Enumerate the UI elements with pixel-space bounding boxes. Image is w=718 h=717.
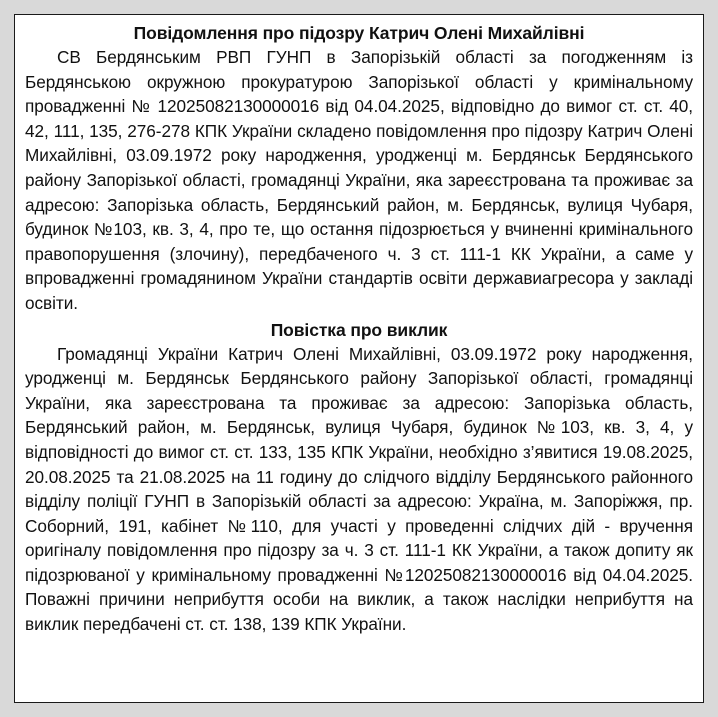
notice-box	[14, 14, 704, 703]
suspicion-notice-title: Повідомлення про підозру Катрич Олені Михайлівні	[133, 23, 585, 43]
summons-text: Громадянці України Катрич Олені Михайлівні, 03.09.1972 року народження, уродженці м. Бердянськ Бердянського району Запорізької області, громадянці України, яка зареєстрована та проживає за адресою: Запорізька область, Бердянський район, м. Бердянськ, вулиця Чубаря, будинок №103, кв. 3, 4, у відповідності до вимог ст. ст. 133, 135 КПК України, необхідно з’явитися 19.08.2025, 20.08.2025 та 21.08.2025 на 11 годину до слідчого відділу Бердянського районного відділу поліції ГУНП в Запорізькій області за адресою: Україна, м. Запоріжжя, пр. Соборний, 191, кабінет №110, для участі у проведенні слідчих дій - вручення оригіналу повідомлення про підозру за ч. 3 ст. 111-1 КК України, а також допиту як підозрюваної у кримінальному провадженні №12025082130000016 від 04.04.2025. Поважні причини неприбуття особи на виклик, а також наслідки неприбуття на виклик передбачені ст. ст. 138, 139 КПК України.	[25, 343, 693, 635]
suspicion-notice-text: СВ Бердянським РВП ГУНП в Запорізькій області за погодженням із Бердянською окружною прокуратурою Запорізької області у кримінальному провадженні № 12025082130000016 від 04.04.2025, відповідно до вимог ст. ст. 40, 42, 111, 135, 276-278 КПК України складено повідомлення про підозру Катрич Олені Михайлівні, 03.09.1972 року народження, уродженці м. Бердянськ Бердянського району Запорізької області, громадянці України, яка зареєстрована та проживає за адресою: Запорізька область, Бердянський район, м. Бердянськ, вулиця Чубаря, будинок №103, кв. 3, 4, про те, що остання підозрюється у вчиненні кримінального правопорушення (злочину), передбаченого ч. 3 ст. 111-1 КК України, а саме у впровадженні громадянином України стандартів освіти державиагресора у закладі освіти.	[25, 47, 693, 313]
summons-title: Повістка про виклик	[270, 319, 448, 340]
